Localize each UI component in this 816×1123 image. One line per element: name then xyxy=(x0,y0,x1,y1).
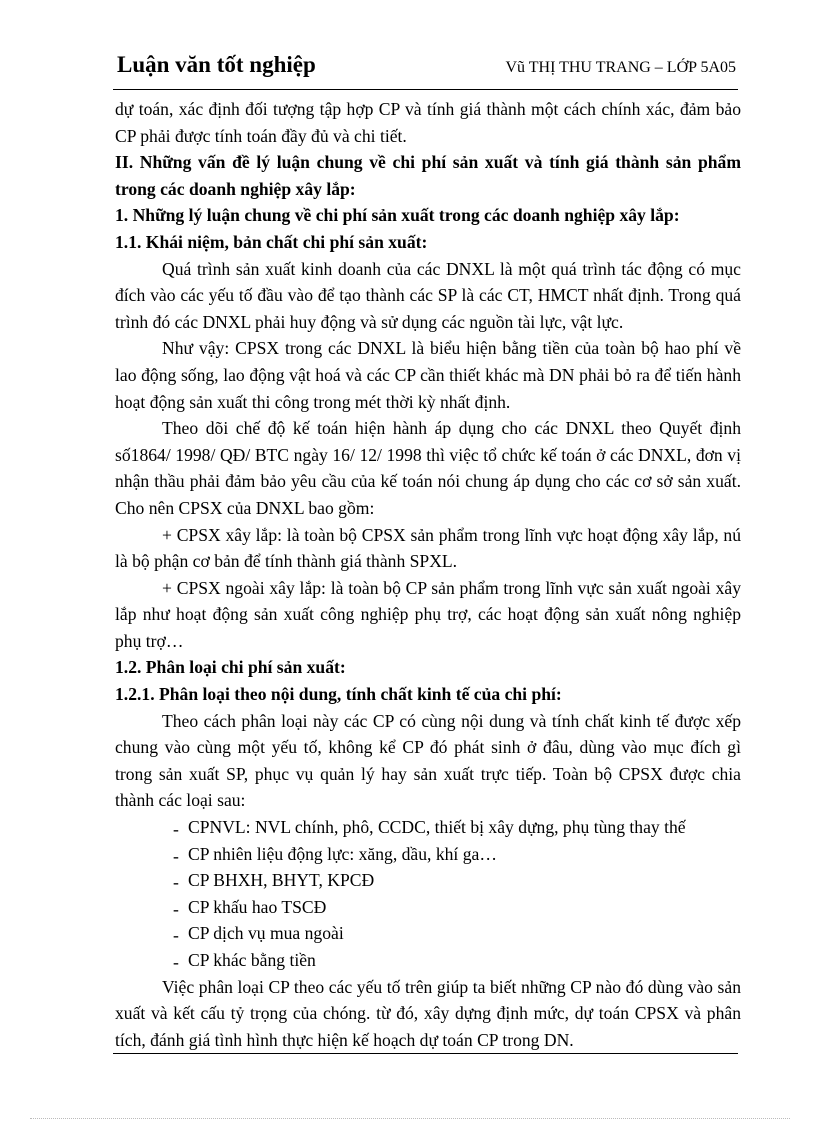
subsection-heading: 1.2. Phân loại chi phí sản xuất: xyxy=(115,657,346,678)
list-item xyxy=(115,867,741,894)
list-item xyxy=(115,947,741,974)
list-item-text: CPNVL: NVL chính, phô, CCDC, thiết bị xây dựng, phụ tùng thay thế xyxy=(188,817,686,838)
list-marker: - xyxy=(173,898,179,919)
list-item-text: CP BHXH, BHYT, KPCĐ xyxy=(188,870,375,891)
list-marker: - xyxy=(173,872,179,893)
paragraph: Việc phân loại CP theo các yếu tố trên giúp ta biết những CP nào đó dùng vào sản xuất và kết cấu tỷ trọng của chóng. từ đó, xây dựng định mức, dự toán CPSX và phân tích, đánh giá tình hình thực hiện kế hoạch dự toán CP trong DN. xyxy=(115,976,741,1050)
list-item xyxy=(115,841,741,868)
paragraph: Theo dõi chế độ kế toán hiện hành áp dụng cho các DNXL theo Quyết định số1864/ 1998/ QĐ/ BTC ngày 16/ 12/ 1998 thì việc tổ chức kế toán ở các DNXL, đơn vị nhận thầu phải đảm bảo yêu cầu của kế toán nói chung áp dụng cho các cơ sở sản xuất. Cho nên CPSX của DNXL bao gồm: xyxy=(115,418,741,518)
list-item xyxy=(115,920,741,947)
paragraph: Như vậy: CPSX trong các DNXL là biểu hiện bằng tiền của toàn bộ hao phí về lao động sống, lao động vật hoá và các CP cần thiết khác mà DN phải bỏ ra để tiến hành hoạt động sản xuất thi công trong mét thời kỳ nhất định. xyxy=(115,338,741,412)
list-item-text: CP dịch vụ mua ngoài xyxy=(188,923,344,944)
paragraph: + CPSX xây lắp: là toàn bộ CPSX sản phẩm trong lĩnh vực hoạt động xây lắp, nú là bộ phận cơ bản để tính thành giá thành SPXL. xyxy=(115,524,741,572)
page-header xyxy=(113,50,738,90)
paragraph: Theo cách phân loại này các CP có cùng nội dung và tính chất kinh tế được xếp chung vào cùng một yếu tố, không kể CP đó phát sinh ở đâu, dùng vào mục đích gì trong sản xuất SP, phục vụ quản lý hay sản xuất trực tiếp. Toàn bộ CPSX được chia thành các loại sau: xyxy=(115,710,741,811)
paragraph: + CPSX ngoài xây lắp: là toàn bộ CP sản phẩm trong lĩnh vực sản xuất ngoài xây lắp như hoạt động sản xuất công nghiệp phụ trợ, các hoạt động sản xuất nông nghiệp phụ trợ… xyxy=(115,577,741,651)
list-item xyxy=(115,894,741,921)
header-title: Luận văn tốt nghiệp xyxy=(117,52,316,77)
header-author: Vũ THỊ THU TRANG – LỚP 5A05 xyxy=(505,59,736,76)
footer-rule xyxy=(113,1053,738,1054)
subsubsection-heading: 1.2.1. Phân loại theo nội dung, tính chất kinh tế của chi phí: xyxy=(115,684,562,705)
section-heading: II. Những vấn đề lý luận chung về chi phí sản xuất và tính giá thành sản phẩm trong các doanh nghiệp xây lắp: xyxy=(115,152,741,199)
document-body xyxy=(115,96,741,1053)
paragraph-intro: dự toán, xác định đối tượng tập hợp CP và tính giá thành một cách chính xác, đảm bảo CP phải được tính toán đầy đủ và chi tiết. xyxy=(115,99,741,146)
list-marker: - xyxy=(173,845,179,866)
list-marker: - xyxy=(173,925,179,946)
subsubsection-heading: 1.1. Khái niệm, bản chất chi phí sản xuất: xyxy=(115,231,428,252)
list-marker: - xyxy=(173,819,179,840)
list-item-text: CP khác bằng tiền xyxy=(188,950,316,970)
list-item xyxy=(115,814,741,841)
list-item-text: CP khấu hao TSCĐ xyxy=(188,896,327,917)
header-rule xyxy=(113,89,738,90)
list-item-text: CP nhiên liệu động lực: xăng, dầu, khí ga… xyxy=(188,843,497,864)
footer-dotted-line xyxy=(30,1118,790,1119)
subsection-heading: 1. Những lý luận chung về chi phí sản xuất trong các doanh nghiệp xây lắp: xyxy=(115,205,680,226)
paragraph: Quá trình sản xuất kinh doanh của các DNXL là một quá trình tác động có mục đích vào các yếu tố đầu vào để tạo thành các SP là các CT, HMCT nhất định. Trong quá trình đó các DNXL phải huy động và sử dụng các nguồn tài lực, vật lực. xyxy=(115,258,741,332)
list-marker: - xyxy=(173,952,179,972)
